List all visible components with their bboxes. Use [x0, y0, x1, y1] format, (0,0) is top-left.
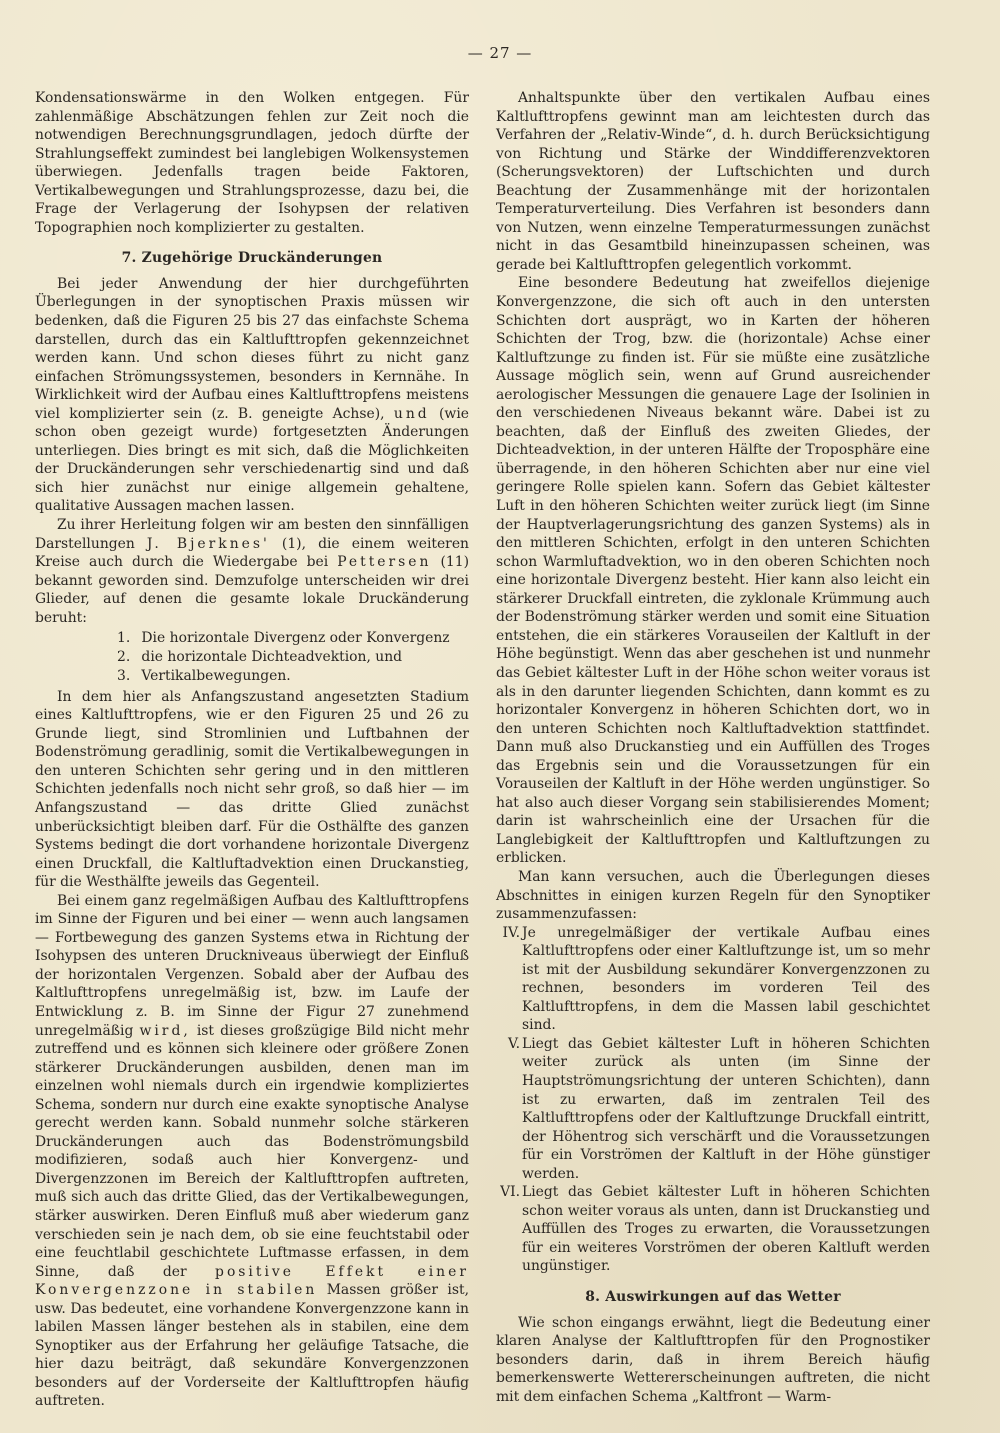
- text-run: (1), die einem weiteren Kreise auch durch die Wiedergabe bei: [35, 535, 469, 571]
- paragraph-konvergenzzone: Eine besondere Bedeutung hat zweifellos diejenige Konvergenzzone, die sich oft auch in den untersten Schichten dort ausprägt, wo in Karten der höheren Schichten der Trog, bzw. die (horizontale) Achse einer Kaltluftzunge zu finden ist. Für sie müßte eine zusätzliche Aussage möglich sein, wenn auf Grund ausreichender aerologischer Messungen die genauere Lage der Isolinien in den verschiedenen Niveaus bekannt wäre. Dabei ist zu beachten, daß der Einfluß des zweiten Gliedes, der Dichteadvektion, in der unteren Hälfte der Troposphäre eine überragende, in den höheren Schichten aber nur eine viel geringere Rolle spielen kann. Sofern das Gebiet kältester Luft in den höheren Schichten weiter zurück liegt (im Sinne der Hauptverlagerungsrichtung des ganzen Systems) als in den mittleren Schichten, erfolgt in den unteren Schichten schon Warmluftadvektion, wo in den oberen Schichten noch eine horizontale Divergenz besteht. Hier kann also leicht ein stärkerer Druckfall eintreten, die zyklonale Krümmung auch der Bodenströmung stärker werden und somit eine Situation entstehen, die ein stärkeres Vorauseilen der Kaltluft in der Höhe begünstigt. Wenn das aber geschehen ist und nunmehr das Gebiet kältester Luft in der Höhe schon weiter voraus ist als in den darunter liegenden Schichten, dann kommt es zu horizontaler Konvergenz in höheren Schichten dort, wo in den unteren Schichten noch Kaltluftadvektion stattfindet. Dann muß also Druckanstieg und ein Auffüllen des Troges das Ergebnis sein und die Voraussetzungen für ein Vorauseilen der Kaltluft in der Höhe werden ungünstiger. So hat also auch dieser Vorgang sein stabilisierendes Moment; darin ist wahrscheinlich eine der Ursachen für die Langlebigkeit der Kaltlufttropfen und Kaltluftzungen zu erblicken.: [496, 275, 930, 867]
- section-heading-7: 7. Zugehörige Druckänderungen: [121, 250, 383, 267]
- paragraph-overview: [35, 275, 469, 516]
- paragraph-wetter: Wie schon eingangs erwähnt, liegt die Bedeutung einer klaren Analyse der Kaltlufttropfen für den Prognostiker besonders darin, daß in ihrem Bereich häufig bemerkenswerte Wettererscheinungen auftreten, die nicht mit dem einfachen Schema „Kaltfront — Warm-: [496, 1314, 930, 1405]
- paragraph-regeln-intro: Man kann versuchen, auch die Überlegungen dieses Abschnittes in einigen kurzen Regeln für den Synoptiker zusammenzufassen:: [496, 868, 930, 923]
- author-bjerknes: J. Bjerknes': [146, 535, 270, 552]
- list-item: 2. die horizontale Dichteadvektion, und: [117, 649, 403, 666]
- text-run: Zu ihrer Herleitung folgen wir am besten den sinnfälligen Darstellungen: [35, 517, 469, 552]
- text-run: (11) bekannt geworden sind. Demzufolge unterscheiden wir drei Glieder, auf denen die gesamte lokale Druckänderung beruht:: [35, 554, 469, 626]
- paragraph-continuation: Kondensationswärme in den Wolken entgegen. Für zahlenmäßige Abschätzungen fehlen zur Zeit noch die notwendigen Berechnungsgrundlagen, jedoch dürfte der Strahlungseffekt zumindest bei langlebigen Wolkensystemen überwiegen. Jedenfalls tragen beide Faktoren, Vertikalbewegungen und Strahlungsprozesse, dazu bei, die Frage der Verlagerung der Isohypsen der relativen Topographien noch komplizierter zu gestalten.: [35, 90, 469, 236]
- left-column: [35, 89, 469, 1411]
- paragraph-anfangszustand: In dem hier als Anfangszustand angesetzten Stadium eines Kaltlufttropfens, wie er den Figuren 25 und 26 zu Grunde liegt, sind Stromlinien und Luftbahnen der Bodenströmung geradlinig, somit die Vertikalbewegungen in den unteren Schichten sehr gering und in den mittleren Schichten jedenfalls noch nicht sehr groß, so daß hier — im Anfangszustand — das dritte Glied zunächst unberücksichtigt bleiben darf. Für die Osthälfte des ganzen Systems bedingt die dort vorhandene horizontale Divergenz einen Druckfall, die Kaltluftadvektion einen Druckanstieg, für die Westhälfte jeweils das Gegenteil.: [35, 688, 469, 891]
- rule-item: VI. Liegt das Gebiet kältester Luft in höheren Schichten schon weiter voraus als unten, dann ist Druckanstieg und Auffüllen des Troges zu erwarten, die Voraussetzungen für ein weiteres Vorströmen der oberen Kaltluft werden ungünstiger.: [500, 1184, 930, 1275]
- glieder-list: [35, 629, 469, 685]
- rule-item: V. Liegt das Gebiet kältester Luft in höheren Schichten weiter zurück als unten (im Sinne der Hauptströmungsrichtung der unteren Schichten), dann ist zu erwarten, daß im zentralen Teil des Kaltlufttropfens oder der Kaltluftzunge Druckfall eintritt, der Höhentrog sich verschärft und die Voraussetzungen für ein Vorströmen der Kaltluft in der Höhe günstiger werden.: [507, 1035, 930, 1182]
- list-item: 3. Vertikalbewegungen.: [117, 667, 291, 684]
- emphasis-und: und: [393, 405, 430, 422]
- list-item: 1. Die horizontale Divergenz oder Konvergenz: [117, 630, 450, 647]
- emphasis-wird: wird,: [139, 1022, 191, 1039]
- right-column: [496, 89, 930, 1406]
- text-run: Bei einem ganz regelmäßigen Aufbau des Kaltlufttropfens im Sinne der Figuren und bei einer — wenn auch langsamen — Fortbewegung des ganzen Systems etwa in Richtung der Isohypsen des unteren Druckniveaus überwiegt der Einfluß der horizontalen Vergenzen. Sobald aber der Aufbau des Kaltlufttropfens unregelmäßig ist, bzw. im Laufe der Entwicklung z. B. im Sinne der Figur 27 zunehmend unregelmäßig: [35, 892, 469, 1039]
- text-run: (wie schon oben gezeigt wurde) fortgesetzten Änderungen unterliegen. Dies bringt es mit sich, daß die Möglichkeiten der Druckänderungen sehr verschiedenartig sind und daß sich hier zunächst nur einige allgemein gehaltene, qualitative Aussagen machen lassen.: [35, 405, 469, 515]
- page-number: — 27 —: [467, 44, 533, 62]
- text-run: Bei jeder Anwendung der hier durchgeführten Überlegungen in der synoptischen Praxis müssen wir bedenken, daß die Figuren 25 bis 27 das einfachste Schema darstellen, durch das ein Kaltlufttropfen gekennzeichnet werden kann. Und schon dieses führt zu nicht ganz einfachen Strömungssystemen, besonders in Kernnähe. In Wirklichkeit wird der Aufbau eines Kaltlufttropfens meistens viel komplizierter sein (z. B. geneigte Achse),: [35, 275, 469, 422]
- paragraph-herleitung: [35, 516, 469, 627]
- text-run: Massen größer ist, usw. Das bedeutet, eine vorhandene Konvergenzzone kann in labilen Massen länger bestehen als in stabilen, eine dem Synoptiker aus der Erfahrung her geläufige Tatsache, die hier dazu beiträgt, daß sekundäre Konvergenzzonen besonders auf der Vorderseite der Kaltlufttropfen häufig auftreten.: [35, 1282, 469, 1410]
- text-run: ist dieses großzügige Bild nicht mehr zutreffend und es können sich kleinere oder größere Zonen stärkerer Druckänderungen ausbilden, denen man im einzelnen wohl niemals durch ein irgendwie kompliziertes Schema, sondern nur durch eine exakte synoptische Analyse gerecht werden kann. Sobald nunmehr solche stärkeren Druckänderungen auch das Bodenströmungsbild modifizieren, sodaß auch hier Konvergenz- und Divergenzzonen im Bereich der Kaltlufttropfen auftreten, muß sich auch das dritte Glied, das der Vertikalbewegungen, stärker auswirken. Deren Einfluß muß aber wiederum ganz verschieden sein je nach dem, ob sie eine feuchtstabil oder eine feuchtlabil geschichtete Luftmasse erfassen, in dem Sinne, daß der: [35, 1022, 469, 1280]
- emphasis-positive-effekt: positive Effekt einer Konvergenzzone in stabilen: [35, 1263, 469, 1299]
- rule-item: IV. Je unregelmäßiger der vertikale Aufbau eines Kaltlufttropfens oder einer Kaltluftzunge ist, um so mehr ist mit der Ausbildung sekundärer Konvergenzzonen zu rechnen, besonders im vorderen Teil des Kaltlufttropfens, in dem die Massen labil geschichtet sind.: [502, 924, 930, 1034]
- paragraph-regelmaessig: [35, 892, 469, 1411]
- section-heading-8: 8. Auswirkungen auf das Wetter: [585, 1289, 841, 1305]
- paragraph-relativ-winde: Anhaltspunkte über den vertikalen Aufbau eines Kaltlufttropfens gewinnt man am leichtesten durch das Verfahren der „Relativ-Winde“, d. h. durch Berücksichtigung von Richtung und Stärke der Winddifferenzvektoren (Scherungsvektoren) der Luftschichten und durch Beachtung der Zusammenhänge mit der horizontalen Temperaturverteilung. Dies Verfahren ist besonders dann von Nutzen, wenn einzelne Temperaturmessungen zunächst nicht in das Gesamtbild hineinzupassen scheinen, was gerade bei Kaltlufttropfen gelegentlich vorkommt.: [496, 90, 930, 273]
- author-petterssen: Pettersen: [337, 554, 432, 571]
- rules-list: [496, 924, 930, 1276]
